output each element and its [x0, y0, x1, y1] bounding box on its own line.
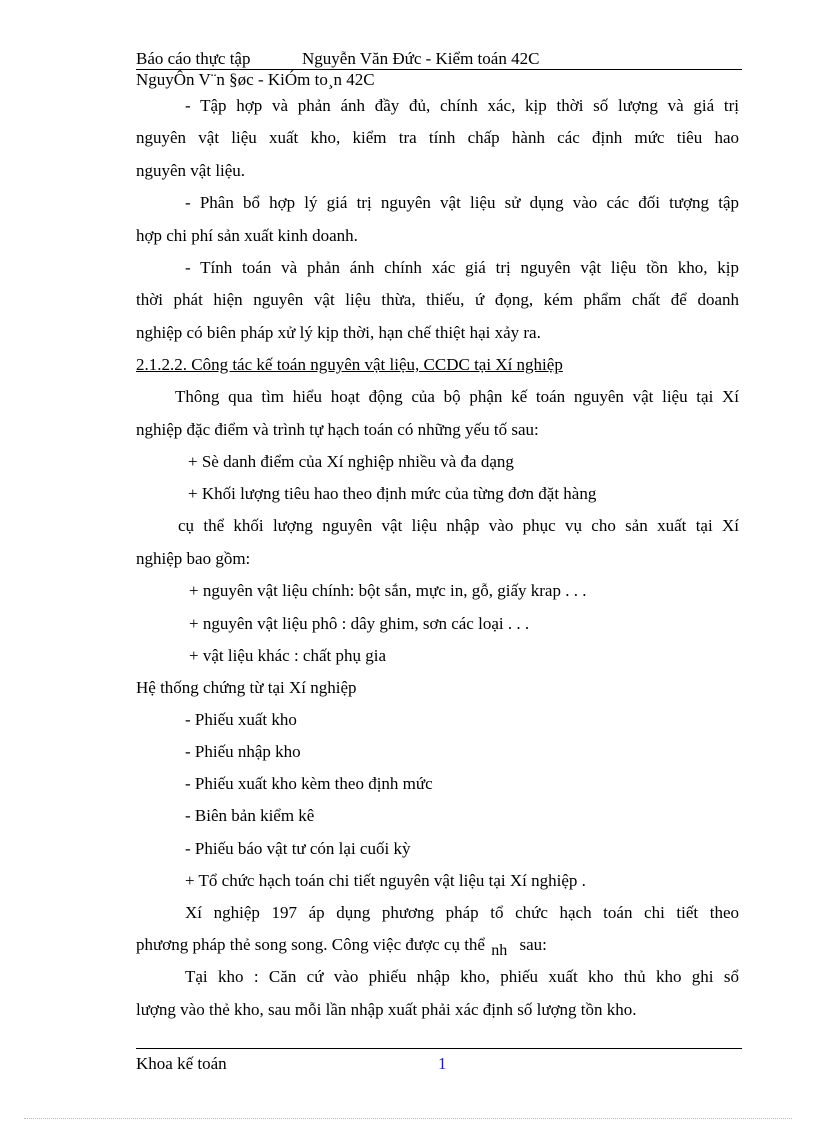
header-author: Nguyễn Văn Đức - Kiểm toán 42C	[302, 49, 540, 68]
para5-line2: nghiệp bao gồm:	[136, 549, 251, 568]
para4-line2: nghiệp đặc điểm và trình tự hạch toán có những yếu tố sau:	[136, 420, 539, 439]
para3-line2: thời phát hiện nguyên vật liệu thừa, thiếu, ứ đọng, kém phẩm chất để doanh	[136, 290, 739, 309]
bullet-item: + nguyên vật liệu phô : dây ghim, sơn các loại . . .	[189, 614, 530, 633]
bullet-item: + nguyên vật liệu chính: bột sắn, mực in, gỗ, giấy krap . . .	[189, 581, 587, 600]
page-bottom-divider	[24, 1118, 792, 1119]
document-item: - Phiếu báo vật tư cón lại cuối kỳ	[185, 839, 411, 858]
bullet-item: + Sè danh điểm của Xí nghiệp nhiều và đa dạng	[188, 452, 514, 471]
para2-line2: hợp chi phí sản xuất kinh doanh.	[136, 226, 358, 245]
footer-department: Khoa kế toán	[136, 1054, 227, 1073]
header-report-title: Báo cáo thực tập	[136, 49, 251, 68]
page-number: 1	[438, 1054, 447, 1073]
para5-line1: cụ thể khối lượng nguyên vật liệu nhập vào phục vụ cho sản xuất tại Xí	[178, 516, 739, 535]
document-item: - Phiếu xuất kho kèm theo định mức	[185, 774, 433, 793]
para7-subscript-fragment: nh	[491, 942, 508, 959]
header-garbled-author: NguyÔn V¨n §øc - KiÓm to¸n 42C	[136, 70, 375, 89]
para3-line1: - Tính toán và phản ánh chính xác giá trị nguyên vật liệu tồn kho, kịp	[185, 258, 739, 277]
para7-line2-end: sau:	[519, 935, 547, 954]
bullet-item: + vật liệu khác : chất phụ gia	[189, 646, 386, 665]
document-item: - Phiếu nhập kho	[185, 742, 301, 761]
para1-line3: nguyên vật liệu.	[136, 161, 246, 180]
section-heading: 2.1.2.2. Công tác kế toán nguyên vật liệu, CCDC tại Xí nghiệp	[136, 355, 563, 374]
para1-line2: nguyên vật liệu xuất kho, kiểm tra tính chấp hành các định mức tiêu hao	[136, 128, 739, 147]
document-item: - Biên bản kiểm kê	[185, 806, 315, 825]
para8-line2: lượng vào thẻ kho, sau mỗi lần nhập xuất phải xác định số lượng tồn kho.	[136, 1000, 637, 1019]
documents-heading: Hệ thống chứng từ tại Xí nghiệp	[136, 678, 357, 697]
para1-line1: - Tập hợp và phản ánh đầy đủ, chính xác, kịp thời số lượng và giá trị	[185, 96, 739, 115]
footer-rule	[136, 1048, 742, 1049]
para8-line1: Tại kho : Căn cứ vào phiếu nhập kho, phiếu xuất kho thủ kho ghi sổ	[185, 967, 739, 986]
para2-line1: - Phân bổ hợp lý giá trị nguyên vật liệu sử dụng vào các đối tượng tập	[185, 193, 739, 212]
bullet-item: + Khối lượng tiêu hao theo định mức của từng đơn đặt hàng	[188, 484, 597, 503]
para4-line1: Thông qua tìm hiểu hoạt động của bộ phận kế toán nguyên vật liệu tại Xí	[175, 387, 739, 406]
para3-line3: nghiệp có biên pháp xử lý kịp thời, hạn chế thiệt hại xảy ra.	[136, 323, 541, 342]
bullet-item: + Tổ chức hạch toán chi tiết nguyên vật liệu tại Xí nghiệp .	[185, 871, 586, 890]
para7-line1: Xí nghiệp 197 áp dụng phương pháp tổ chức hạch toán chi tiết theo	[185, 903, 739, 922]
para7-line2-text: phương pháp thẻ song song. Công việc được cụ thể	[136, 935, 485, 954]
para7-line2	[136, 934, 547, 957]
document-item: - Phiếu xuất kho	[185, 710, 297, 729]
